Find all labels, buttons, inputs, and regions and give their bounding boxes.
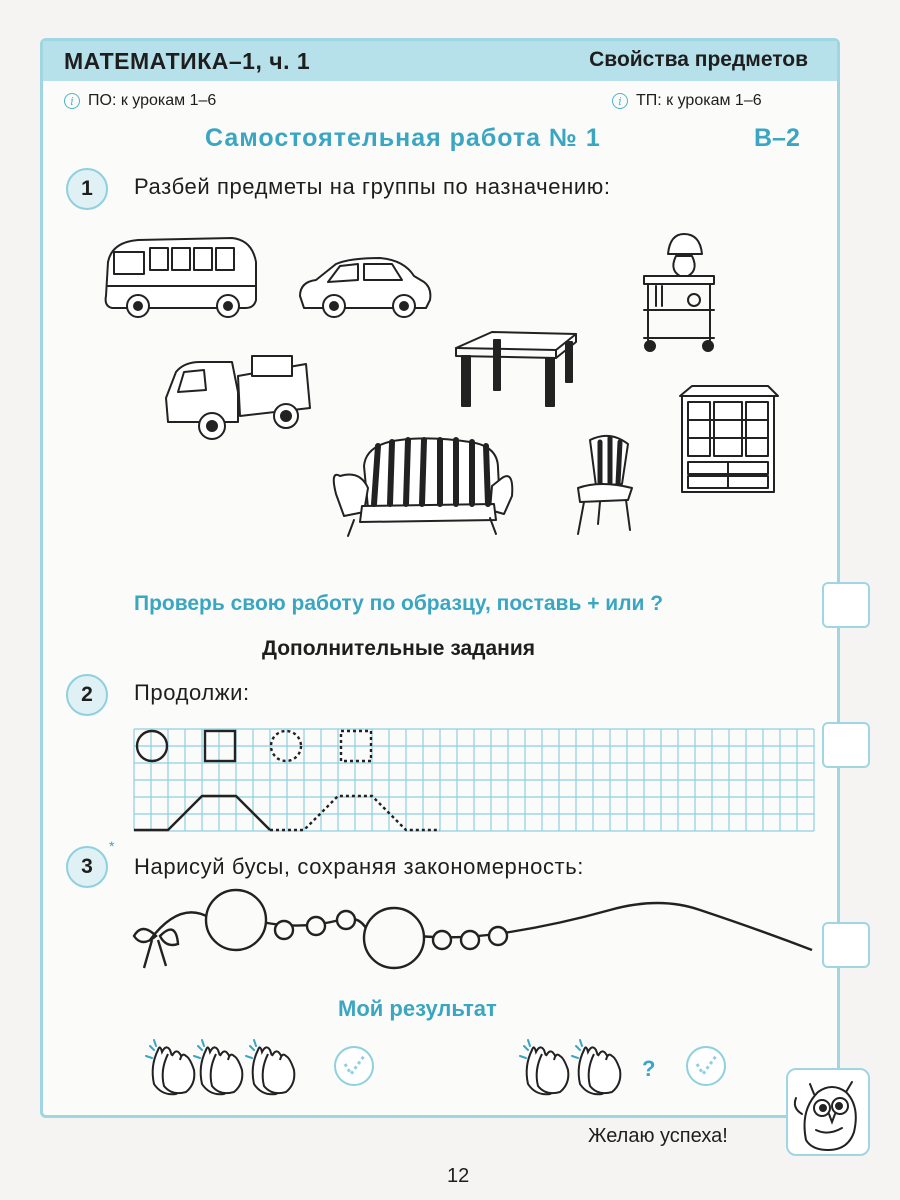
- owl-box: [786, 1068, 870, 1156]
- po-reference-text: ПО: к урокам 1–6: [88, 92, 217, 109]
- task-2-number: 2: [66, 674, 108, 716]
- owl-icon: [788, 1070, 872, 1158]
- task-1-text: Разбей предметы на группы по назначению:: [134, 174, 611, 199]
- question-mark: ?: [642, 1056, 656, 1081]
- self-check-box[interactable]: [822, 722, 870, 768]
- result-check-circle-icon[interactable]: [687, 1047, 725, 1085]
- header-subject: МАТЕМАТИКА–1, ч. 1: [64, 48, 311, 74]
- tp-reference-text: ТП: к урокам 1–6: [636, 92, 762, 109]
- extra-tasks-title: Дополнительные задания: [262, 637, 536, 660]
- clapping-hands-icon: [194, 1040, 242, 1094]
- clapping-hands-icon: [246, 1040, 294, 1094]
- wish-text: Желаю успеха!: [588, 1125, 728, 1147]
- clapping-hands-icon: [520, 1040, 568, 1094]
- check-instruction: Проверь свою работу по образцу, поставь + или ?: [134, 592, 664, 615]
- work-variant: В–2: [754, 124, 800, 152]
- clapping-hands-icon: [146, 1040, 194, 1094]
- task-1-number: 1: [66, 168, 108, 210]
- self-check-box[interactable]: [822, 582, 870, 628]
- task-3-star: *: [109, 838, 115, 854]
- self-check-box[interactable]: [822, 922, 870, 968]
- info-icon: i: [64, 93, 80, 109]
- page-number: 12: [447, 1165, 470, 1187]
- task-3-text: Нарисуй бусы, сохраняя закономерность:: [134, 854, 584, 879]
- result-check-circle-icon[interactable]: [335, 1047, 373, 1085]
- header-topic: Свойства предметов: [589, 48, 808, 71]
- task-2-text: Продолжи:: [134, 680, 250, 705]
- result-title: Мой результат: [338, 996, 497, 1021]
- info-icon: i: [612, 93, 628, 109]
- task-3-number: 3: [66, 846, 108, 888]
- clapping-hands-icon: [572, 1040, 620, 1094]
- work-title: Самостоятельная работа № 1: [205, 124, 601, 152]
